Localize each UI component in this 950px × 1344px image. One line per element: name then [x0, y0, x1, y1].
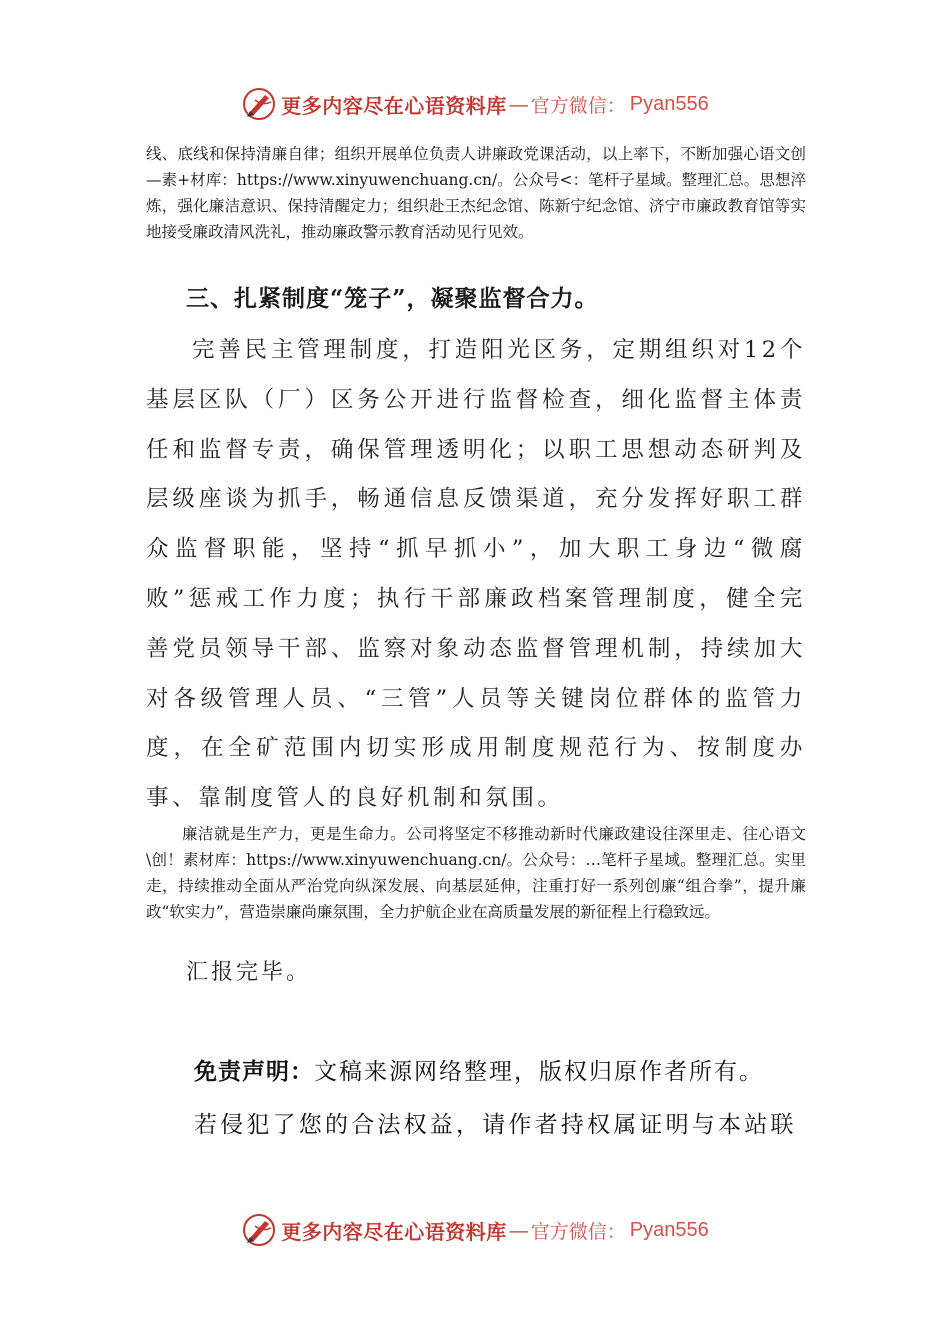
banner-dash: —: [508, 92, 529, 116]
banner-sub-text: 官方微信：: [530, 94, 626, 117]
banner-wechat-id: Pyan556: [629, 92, 709, 115]
disclaimer-line-1: [194, 1053, 764, 1086]
disclaimer-text-1: 文稿来源网络整理，版权归原作者所有。: [314, 1059, 764, 1085]
banner-main-text: 更多内容尽在心语资料库: [281, 93, 507, 118]
footer-banner: [0, 1208, 950, 1252]
banner-dash: —: [508, 1218, 529, 1242]
paragraph-2: 完善民主管理制度，打造阳光区务，定期组织对12个基层区队（厂）区务公开进行监督检查，细化监督主体责任和监督专责，确保管理透明化；以职工思想动态研判及层级座谈为抓手，畅通信息反馈渠道，充分发挥好职工群众监督职能，坚持“抓早抓小”，加大职工身边“微腐败”惩戒工作力度；执行干部廉政档案管理制度，健全完善党员领导干部、监察对象动态监督管理机制，持续加大对各级管理人员、“三管”人员等关键岗位群体的监管力度，在全矿范围内切实形成用制度规范行为、按制度办事、靠制度管人的良好机制和氛围。: [146, 337, 806, 812]
pen-logo-icon: [241, 1212, 277, 1248]
paragraph-3: 廉洁就是生产力，更是生命力。公司将坚定不移推动新时代廉政建设往深里走、往心语文\创！素材库：https://www.xinyuwenchuang.cn/。公众号：…笔杆子星域。整理汇总。实里走，持续推动全面从严治党向纵深发展、向基层延伸，注重打好一系列创廉“组合拳”，提升廉政“软实力”，营造崇廉尚廉氛围，全力护航企业在高质量发展的新征程上行稳致远。: [146, 825, 806, 921]
pen-logo-icon: [241, 86, 277, 122]
disclaimer-line-2: 若侵犯了您的合法权益，请作者持权属证明与本站联: [194, 1112, 797, 1138]
banner-main-text: 更多内容尽在心语资料库: [281, 1219, 507, 1244]
section-heading: 三、扎紧制度“笼子”，凝聚监督合力。: [186, 285, 599, 312]
banner-sub-text: 官方微信：: [530, 1220, 626, 1243]
disclaimer-label: 免责声明：: [194, 1058, 314, 1084]
banner-wechat-id: Pyan556: [629, 1218, 709, 1241]
paragraph-1: 线、底线和保持清廉自律；组织开展单位负责人讲廉政党课活动，以上率下，不断加强心语文创—素+材库：https://www.xinyuwenchuang.cn/。公众号<：笔杆子星域。整理汇总。思想淬炼，强化廉洁意识、保持清醒定力；组织赴王杰纪念馆、陈新宁纪念馆、济宁市廉政教育馆等实地接受廉政清风洗礼，推动廉政警示教育活动见行见效。: [146, 145, 806, 241]
closing-line: 汇报完毕。: [186, 960, 312, 985]
header-banner: [0, 82, 950, 126]
